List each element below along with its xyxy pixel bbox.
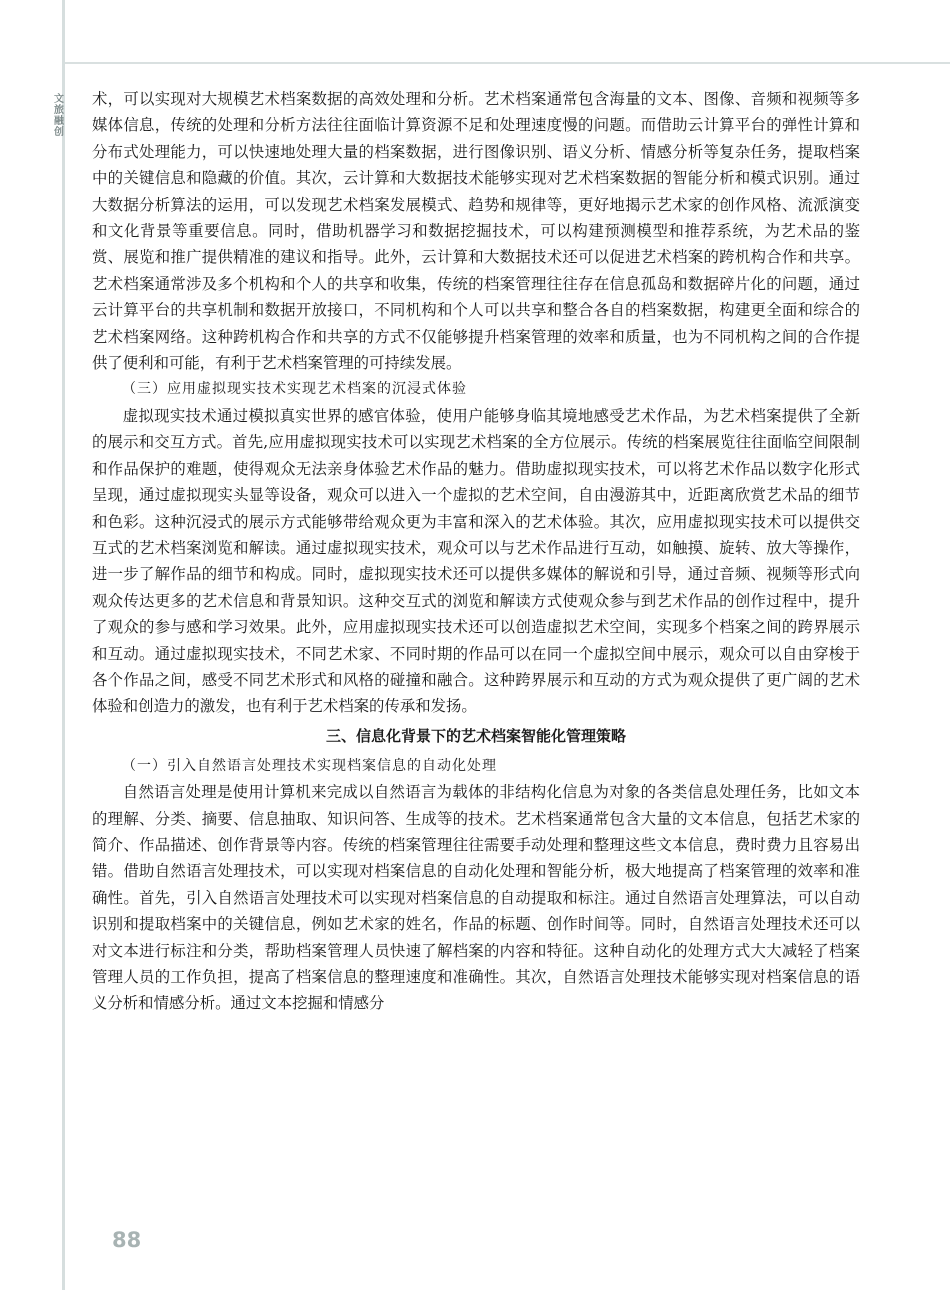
header-rule <box>65 62 950 64</box>
subheading-virtual-reality: （三）应用虚拟现实技术实现艺术档案的沉浸式体验 <box>122 381 467 398</box>
section-label: 文旅融创 <box>54 94 64 138</box>
paragraph-cloud-computing: 术，可以实现对大规模艺术档案数据的高效处理和分析。艺术档案通常包含海量的文本、图像、音频和视频等多媒体信息，传统的处理和分析方法往往面临计算资源不足和处理速度慢的问题。而借助云计算平台的弹性计算和分布式处理能力，可以快速地处理大量的档案数据，进行图像识别、语义分析、情感分析等复杂任务，提取档案中的关键信息和隐藏的价值。其次，云计算和大数据技术能够实现对艺术档案数据的智能分析和模式识别。通过大数据分析算法的运用，可以发现艺术档案发展模式、趋势和规律等，更好地揭示艺术家的创作风格、流派演变和文化背景等重要信息。同时，借助机器学习和数据挖掘技术，可以构建预测模型和推荐系统，为艺术品的鉴赏、展览和推广提供精准的建议和指导。此外，云计算和大数据技术还可以促进艺术档案的跨机构合作和共享。艺术档案通常涉及多个机构和个人的共享和收集，传统的档案管理往往存在信息孤岛和数据碎片化的问题，通过云计算平台的共享机制和数据开放接口，不同机构和个人可以共享和整合各自的档案数据，构建更全面和综合的艺术档案网络。这种跨机构合作和共享的方式不仅能够提升档案管理的效率和质量，也为不同机构之间的合作提供了便利和可能，有利于艺术档案管理的可持续发展。 <box>92 90 860 373</box>
paragraph-virtual-reality: 虚拟现实技术通过模拟真实世界的感官体验，使用户能够身临其境地感受艺术作品，为艺术档案提供了全新的展示和交互方式。首先,应用虚拟现实技术可以实现艺术档案的全方位展示。传统的档案展览往往面临空间限制和作品保护的难题，使得观众无法亲身体验艺术作品的魅力。借助虚拟现实技术，可以将艺术作品以数字化形式呈现，通过虚拟现实头显等设备，观众可以进入一个虚拟的艺术空间，自由漫游其中，近距离欣赏艺术品的细节和色彩。这种沉浸式的展示方式能够带给观众更为丰富和深入的艺术体验。其次，应用虚拟现实技术可以提供交互式的艺术档案浏览和解读。通过虚拟现实技术，观众可以与艺术作品进行互动，如触摸、旋转、放大等操作，进一步了解作品的细节和构成。同时，虚拟现实技术还可以提供多媒体的解说和引导，通过音频、视频等形式向观众传达更多的艺术信息和背景知识。这种交互式的浏览和解读方式使观众参与到艺术作品的创作过程中，提升了观众的参与感和学习效果。此外，应用虚拟现实技术还可以创造虚拟艺术空间，实现多个档案之间的跨界展示和互动。通过虚拟现实技术，不同艺术家、不同时期的作品可以在同一个虚拟空间中展示，观众可以自由穿梭于各个作品之间，感受不同艺术形式和风格的碰撞和融合。这种跨界展示和互动的方式为观众提供了更广阔的艺术体验和创造力的激发，也有利于艺术档案的传承和发扬。 <box>92 406 860 716</box>
left-margin-bar <box>62 0 65 1290</box>
page-number: 88 <box>112 1228 142 1252</box>
section-heading-strategy: 三、信息化背景下的艺术档案智能化管理策略 <box>325 726 626 745</box>
paragraph-nlp: 自然语言处理是使用计算机来完成以自然语言为载体的非结构化信息为对象的各类信息处理任务，比如文本的理解、分类、摘要、信息抽取、知识问答、生成等的技术。艺术档案通常包含大量的文本信息，包括艺术家的简介、作品描述、创作背景等内容。传统的档案管理往往需要手动处理和整理这些文本信息，费时费力且容易出错。借助自然语言处理技术，可以实现对档案信息的自动化处理和智能分析，极大地提高了档案管理的效率和准确性。首先，引入自然语言处理技术可以实现对档案信息的自动提取和标注。通过自然语言处理算法，可以自动识别和提取档案中的关键信息，例如艺术家的姓名，作品的标题、创作时间等。同时，自然语言处理技术还可以对文本进行标注和分类，帮助档案管理人员快速了解档案的内容和特征。这种自动化的处理方式大大减轻了档案管理人员的工作负担，提高了档案信息的整理速度和准确性。其次，自然语言处理技术能够实现对档案信息的语义分析和情感分析。通过文本挖掘和情感分 <box>92 783 860 1013</box>
subheading-nlp: （一）引入自然语言处理技术实现档案信息的自动化处理 <box>122 757 497 774</box>
article-body <box>92 86 860 1017</box>
